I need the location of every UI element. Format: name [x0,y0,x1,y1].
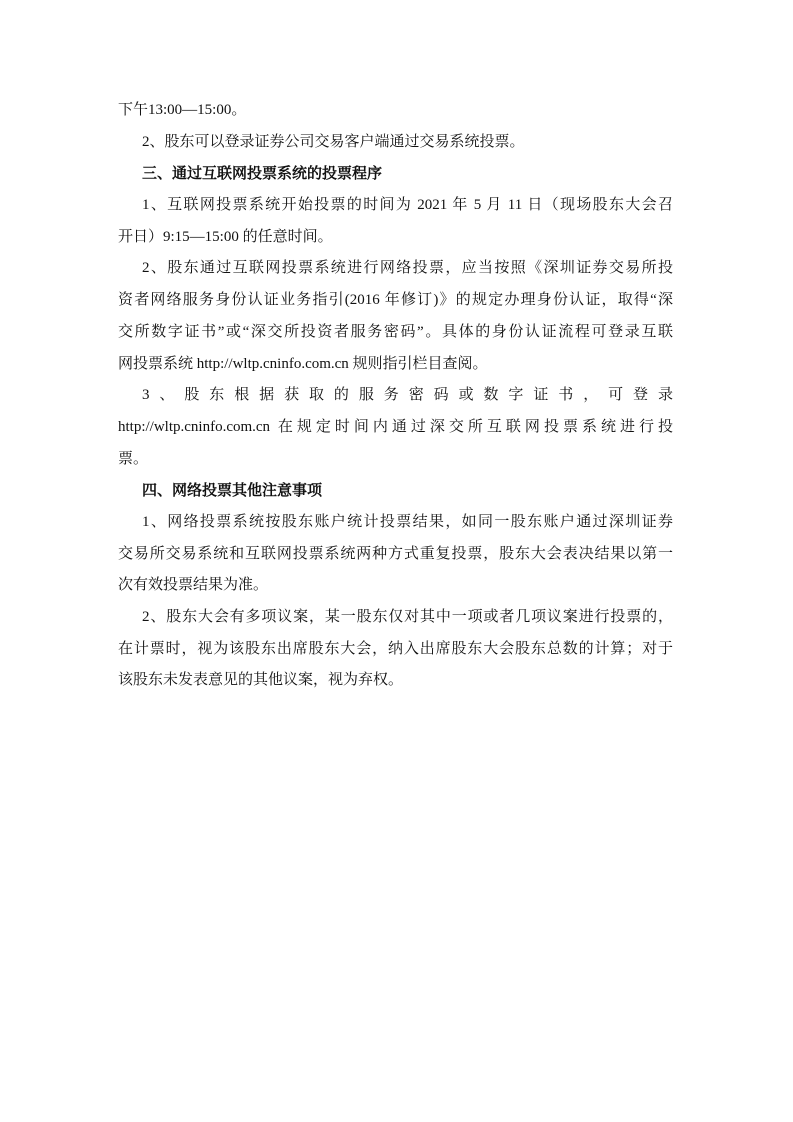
text-line: 该股东未发表意见的其他议案，视为弃权。 [118,672,404,689]
text-line: 次有效投票结果为准。 [118,577,269,594]
text-line: 2、股东可以登录证券公司交易客户端通过交易系统投票。 [142,133,525,150]
text-line: http://wltp.cninfo.com.cn 在规定时间内通过深交所互联网投票系统进行投 [118,418,673,435]
paragraph [118,95,673,127]
text-line: 四、网络投票其他注意事项 [142,482,323,500]
text-line: 开日）9:15—15:00 的任意时间。 [118,228,333,245]
text-line: 3、股东根据获取的服务密码或数字证书，可登录 [142,387,673,404]
text-line: 2、股东大会有多项议案，某一股东仅对其中一项或者几项议案进行投票的， [142,609,673,625]
section-heading [118,475,673,507]
paragraph [118,190,673,253]
section-heading [118,158,673,190]
text-line: 票。 [118,450,149,467]
paragraph [118,380,673,475]
text-line: 三、通过互联网投票系统的投票程序 [142,165,383,183]
text-line: 下午13:00—15:00。 [118,102,247,118]
paragraph [118,253,673,380]
text-line: 交易所交易系统和互联网投票系统两种方式重复投票，股东大会表决结果以第一 [118,545,673,562]
text-line: 网投票系统 http://wltp.cninfo.com.cn 规则指引栏目查阅。 [118,355,488,372]
text-line: 资者网络服务身份认证业务指引(2016 年修订)》的规定办理身份认证，取得“深 [118,292,673,309]
text-line: 1、互联网投票系统开始投票的时间为 2021 年 5 月 11 日（现场股东大会召 [142,197,673,214]
text-line: 在计票时，视为该股东出席股东大会，纳入出席股东大会股东总数的计算；对于 [118,640,673,657]
paragraph [118,602,673,697]
text-line: 2、股东通过互联网投票系统进行网络投票，应当按照《深圳证券交易所投 [142,260,673,277]
text-line: 交所数字证书”或“深交所投资者服务密码”。具体的身份认证流程可登录互联 [118,323,673,340]
paragraph [118,507,673,602]
text-line: 1、网络投票系统按股东账户统计投票结果，如同一股东账户通过深圳证券 [142,513,673,530]
paragraph [118,127,673,159]
